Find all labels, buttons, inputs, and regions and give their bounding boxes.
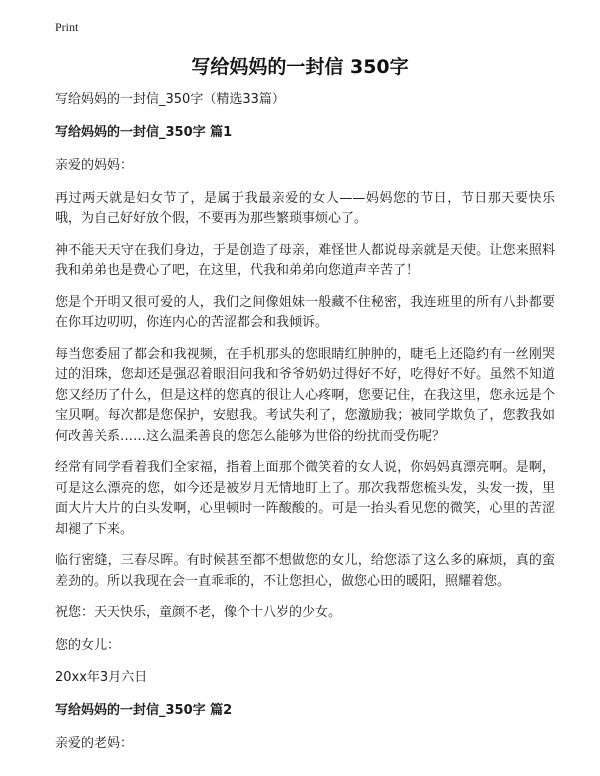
document-subtitle: 写给妈妈的一封信_350字（精选33篇） (55, 92, 285, 107)
paragraph: 每当您委屈了都会和我视频，在手机那头的您眼睛红肿肿的，睫毛上还隐约有一丝刚哭过的泪珠，您却还是强忍着眼泪问我和爷爷奶奶过得好不好，吃得好不好。虽然不知道您又经历了什么，但是这样的您真的很让人心疼啊，您要记住，在我这里，您永远是个宝贝啊。每次都是您保护，安慰我。考试失利了，您激励我；被同学欺负了，您教我如何改善关系……这么温柔善良的您怎么能够为世俗的纷扰而受伤呢？ (55, 346, 555, 444)
document-title: 写给妈妈的一封信 350字 (191, 56, 409, 78)
letter-date: 20xx年3月六日 (55, 670, 148, 685)
paragraph: 您是个开明又很可爱的人，我们之间像姐妹一般藏不住秘密，我连班里的所有八卦都要在你耳边叨叨，你连内心的苦涩都会和我倾诉。 (55, 294, 555, 330)
document-body (55, 90, 555, 766)
letter-signature: 您的女儿： (55, 637, 121, 653)
letter-greeting-2: 亲爱的老妈： (55, 735, 134, 751)
letter-greeting-1: 亲爱的妈妈： (55, 158, 134, 173)
paragraph: 经常有同学看着我们全家福，指着上面那个微笑着的女人说，你妈妈真漂亮啊。是啊，可是这么漂亮的您，如今还是被岁月无情地盯上了。那次我帮您梳头发，头发一拨，里面大片大片的白头发啊，心里顿时一阵酸酸的。可是一抬头看见您的微笑，心里的苦涩却褪了下来。 (55, 460, 555, 537)
paragraph: 神不能天天守在我们身边，于是创造了母亲，难怪世人都说母亲就是天使。让您来照料我和弟弟也是费心了吧，在这里，代我和弟弟向您道声辛苦了！ (55, 242, 555, 278)
paragraph: 再过两天就是妇女节了，是属于我最亲爱的女人——妈妈您的节日，节日那天要快乐哦，为自己好好放个假，不要再为那些繁琐事烦心了。 (55, 190, 555, 226)
print-label[interactable]: Print (55, 20, 79, 34)
paragraph: 临行密缝，三春尽晖。有时候甚至都不想做您的女儿，给您添了这么多的麻烦，真的蛮差劲的。所以我现在会一直乖乖的，不让您担心，做您心田的暖阳，照耀着您。 (55, 553, 555, 589)
section-heading-1: 写给妈妈的一封信_350字 篇1 (55, 125, 233, 140)
letter-closing-wish: 祝您：天天快乐，童颜不老，像个十八岁的少女。 (55, 605, 342, 620)
section-heading-2: 写给妈妈的一封信_350字 篇2 (55, 702, 233, 718)
